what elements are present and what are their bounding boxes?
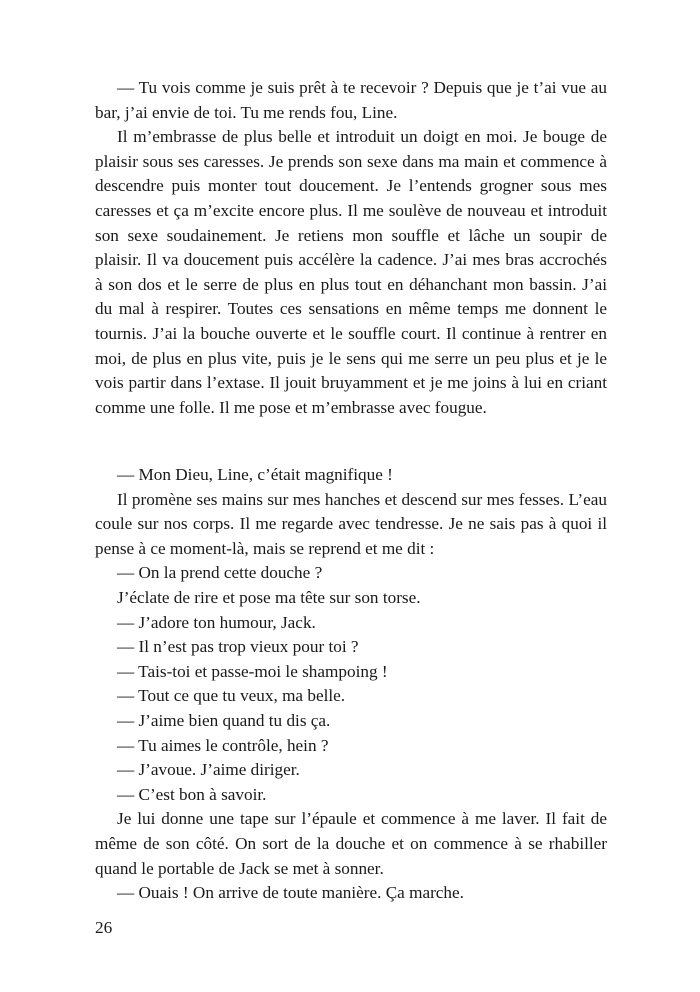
paragraph: Il promène ses mains sur mes hanches et descend sur mes fesses. L’eau coule sur nos corps. Il me regarde avec tendresse. Je ne sais pas à quoi il pense à ce moment-là, mais se reprend et me dit :: [95, 489, 607, 558]
paragraph: Je lui donne une tape sur l’épaule et commence à me laver. Il fait de même de son côté. On sort de la douche et on commence à se rhabiller quand le portable de Jack se met à sonner.: [95, 809, 607, 878]
text-block-lower: [95, 463, 607, 906]
dialogue-line: — C’est bon à savoir.: [117, 784, 267, 804]
dialogue-line: — Ouais ! On arrive de toute manière. Ça marche.: [117, 883, 464, 903]
dialogue-line: — On la prend cette douche ?: [117, 563, 323, 583]
page-number: 26: [95, 918, 113, 937]
dialogue-line: — Tais-toi et passe-moi le shampoing !: [117, 661, 388, 681]
dialogue-line: — J’avoue. J’aime diriger.: [117, 760, 300, 780]
dialogue-line: — Il n’est pas trop vieux pour toi ?: [117, 637, 359, 657]
paragraph: — Tu vois comme je suis prêt à te recevoir ? Depuis que je t’ai vue au bar, j’ai envie de toi. Tu me rends fou, Line.: [95, 78, 607, 122]
dialogue-line: — Tout ce que tu veux, ma belle.: [117, 686, 346, 706]
dialogue-line: — J’adore ton humour, Jack.: [117, 612, 316, 632]
dialogue-line: — Tu aimes le contrôle, hein ?: [117, 735, 329, 755]
paragraph: J’éclate de rire et pose ma tête sur son torse.: [117, 587, 421, 607]
dialogue-line: — J’aime bien quand tu dis ça.: [117, 710, 331, 730]
paragraph: — Mon Dieu, Line, c’était magnifique !: [117, 465, 393, 484]
text-block-upper: [95, 76, 607, 420]
paragraph: Il m’embrasse de plus belle et introduit un doigt en moi. Je bouge de plaisir sous ses caresses. Je prends son sexe dans ma main et commence à descendre puis monter tout doucement. Je l’entends grogner sous mes caresses et ça m’excite encore plus. Il me soulève de nouveau et introduit son sexe soudainement. Je retiens mon souffle et lâche un soupir de plaisir. Il va doucement puis accélère la cadence. J’ai mes bras accrochés à son dos et le serre de plus en plus tout en déhanchant mon bassin. J’ai du mal à respirer. Toutes ces sensations en même temps me donnent le tournis. J’ai la bouche ouverte et le souffle court. Il continue à rentrer en moi, de plus en plus vite, puis je le sens qui me serre un peu plus et je le vois partir dans l’extase. Il jouit bruyamment et je me joins à lui en criant comme une folle. Il me pose et m’embrasse avec fougue.: [95, 127, 607, 417]
